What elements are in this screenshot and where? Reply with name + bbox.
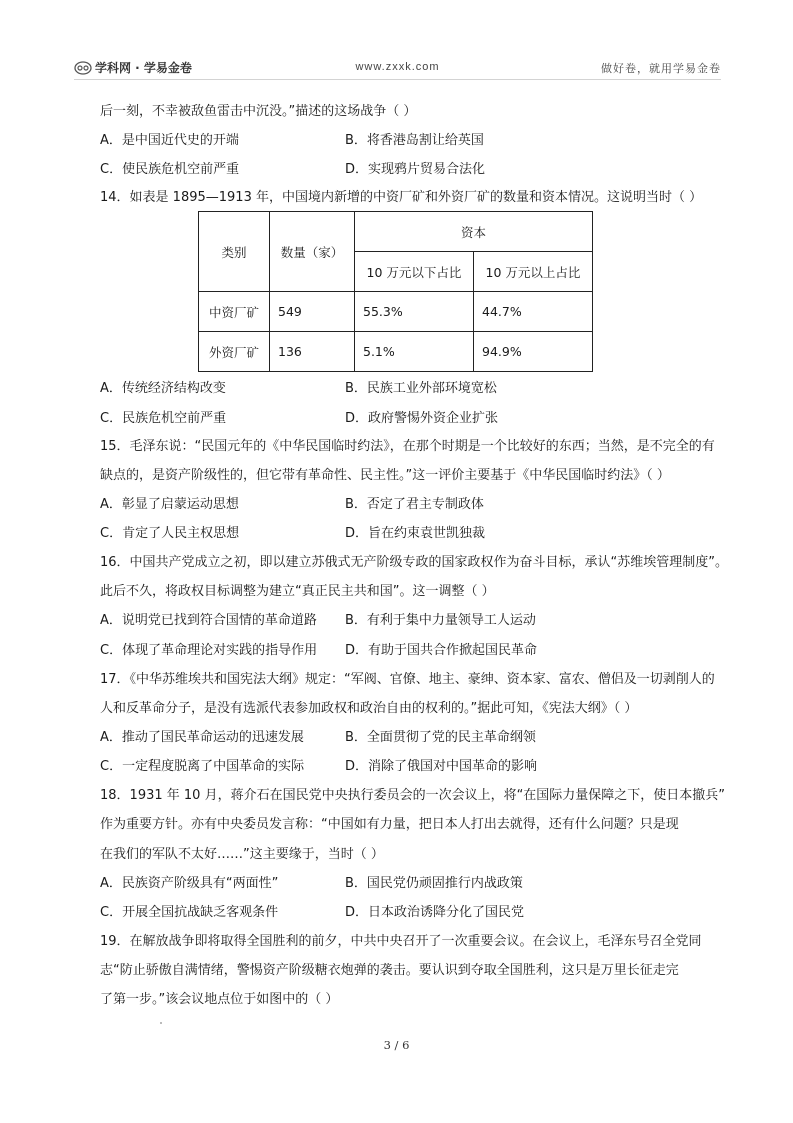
header-slogan: 做好卷，就用学易金卷 xyxy=(601,62,721,75)
q14-option-b: B．民族工业外部环境宽松 xyxy=(345,381,497,396)
q15-option-c: C．肯定了人民主权思想 xyxy=(100,526,240,541)
q13-option-d: D．实现鸦片贸易合法化 xyxy=(345,162,486,177)
q18-stem-line1: 18．1931 年 10 月，蒋介石在国民党中央执行委员会的一次会议上，将“在国际力量保障之下，使日本撤兵” xyxy=(100,788,726,803)
q15-option-b: B．否定了君主专制政体 xyxy=(345,497,484,512)
table-row xyxy=(199,292,593,332)
logo-text: 学科网 · 学易金卷 xyxy=(95,61,192,75)
table-cell-category: 外资厂矿 xyxy=(199,332,270,372)
table-subheader-above: 10 万元以上占比 xyxy=(474,252,593,292)
q16-stem-line2: 此后不久，将政权目标调整为建立“真正民主共和国”。这一调整（ ） xyxy=(100,584,495,599)
table-subheader-below: 10 万元以下占比 xyxy=(355,252,474,292)
q16-option-b: B．有利于集中力量领导工人运动 xyxy=(345,613,536,628)
q19-stem-line2: 志“防止骄傲自满情绪，警惕资产阶级糖衣炮弹的袭击。要认识到夺取全国胜利，这只是万里长征走完 xyxy=(100,963,679,978)
q14-table xyxy=(198,211,593,372)
q15-option-a: A．彰显了启蒙运动思想 xyxy=(100,497,239,512)
scan-speck xyxy=(160,1022,162,1024)
table-cell-above: 94.9% xyxy=(474,332,593,372)
q18-stem-line2: 作为重要方针。亦有中央委员发言称：“中国如有力量，把日本人打出去就得，还有什么问题？只是现 xyxy=(100,817,679,832)
q16-option-c: C．体现了革命理论对实践的指导作用 xyxy=(100,643,318,658)
q17-option-c: C．一定程度脱离了中国革命的实际 xyxy=(100,759,305,774)
q17-stem-line1: 17．《中华苏维埃共和国宪法大纲》规定：“军阀、官僚、地主、豪绅、资本家、富农、僧侣及一切剥削人的 xyxy=(100,672,715,687)
q15-stem-line1: 15．毛泽东说：“民国元年的《中华民国临时约法》，在那个时期是一个比较好的东西；当然，是不完全的有 xyxy=(100,439,715,454)
q19-stem-line1: 19．在解放战争即将取得全国胜利的前夕，中共中央召开了一次重要会议。在会议上，毛泽东号召全党同 xyxy=(100,934,702,949)
table-header-count: 数量（家） xyxy=(270,212,355,292)
page-number: 3 / 6 xyxy=(383,1038,410,1052)
q18-option-d: D．日本政治诱降分化了国民党 xyxy=(345,905,525,920)
table-cell-above: 44.7% xyxy=(474,292,593,332)
table-cell-below: 55.3% xyxy=(355,292,474,332)
q18-option-b: B．国民党仍顽固推行内战政策 xyxy=(345,876,523,891)
q14-option-d: D．政府警惕外资企业扩张 xyxy=(345,411,499,426)
q15-stem-line2: 缺点的，是资产阶级性的，但它带有革命性、民主性。”这一评价主要基于《中华民国临时约法》（ ） xyxy=(100,468,670,483)
q18-option-c: C．开展全国抗战缺乏客观条件 xyxy=(100,905,279,920)
table-cell-category: 中资厂矿 xyxy=(199,292,270,332)
q13-option-c: C．使民族危机空前严重 xyxy=(100,162,240,177)
q14-option-c: C．民族危机空前严重 xyxy=(100,411,227,426)
table-cell-count: 549 xyxy=(270,292,355,332)
q13-stem-tail: 后一刻，不幸被敌鱼雷击中沉没。”描述的这场战争（ ） xyxy=(100,104,417,119)
q17-stem-line2: 人和反革命分子，是没有选派代表参加政权和政治自由的权利的。”据此可知，《宪法大纲》（ ） xyxy=(100,701,638,716)
q18-stem-line3: 在我们的军队不太好……”这主要缘于，当时（ ） xyxy=(100,847,384,862)
q13-option-b: B．将香港岛割让给英国 xyxy=(345,133,484,148)
q16-option-d: D．有助于国共合作掀起国民革命 xyxy=(345,643,538,658)
q16-option-a: A．说明党已找到符合国情的革命道路 xyxy=(100,613,317,628)
q17-option-b: B．全面贯彻了党的民主革命纲领 xyxy=(345,730,536,745)
q17-option-a: A．推动了国民革命运动的迅速发展 xyxy=(100,730,304,745)
page-header xyxy=(74,58,721,78)
table-header-category: 类别 xyxy=(199,212,270,292)
q19-stem-line3: 了第一步。”该会议地点位于如图中的（ ） xyxy=(100,992,339,1007)
table-row xyxy=(199,332,593,372)
header-divider xyxy=(74,79,721,80)
table-header-capital: 资本 xyxy=(355,212,593,252)
q14-stem: 14．如表是 1895—1913 年，中国境内新增的中资厂矿和外资厂矿的数量和资本情况。这说明当时（ ） xyxy=(100,190,703,205)
site-url: www.zxxk.com xyxy=(355,61,440,73)
q15-option-d: D．旨在约束袁世凯独裁 xyxy=(345,526,486,541)
table-cell-count: 136 xyxy=(270,332,355,372)
q13-option-a: A．是中国近代史的开端 xyxy=(100,133,239,148)
q14-option-a: A．传统经济结构改变 xyxy=(100,381,226,396)
q16-stem-line1: 16．中国共产党成立之初，即以建立苏俄式无产阶级专政的国家政权作为奋斗目标，承认“苏维埃管理制度”。 xyxy=(100,555,729,570)
q18-option-a: A．民族资产阶级具有“两面性” xyxy=(100,876,279,891)
table-cell-below: 5.1% xyxy=(355,332,474,372)
q17-option-d: D．消除了俄国对中国革命的影响 xyxy=(345,759,538,774)
